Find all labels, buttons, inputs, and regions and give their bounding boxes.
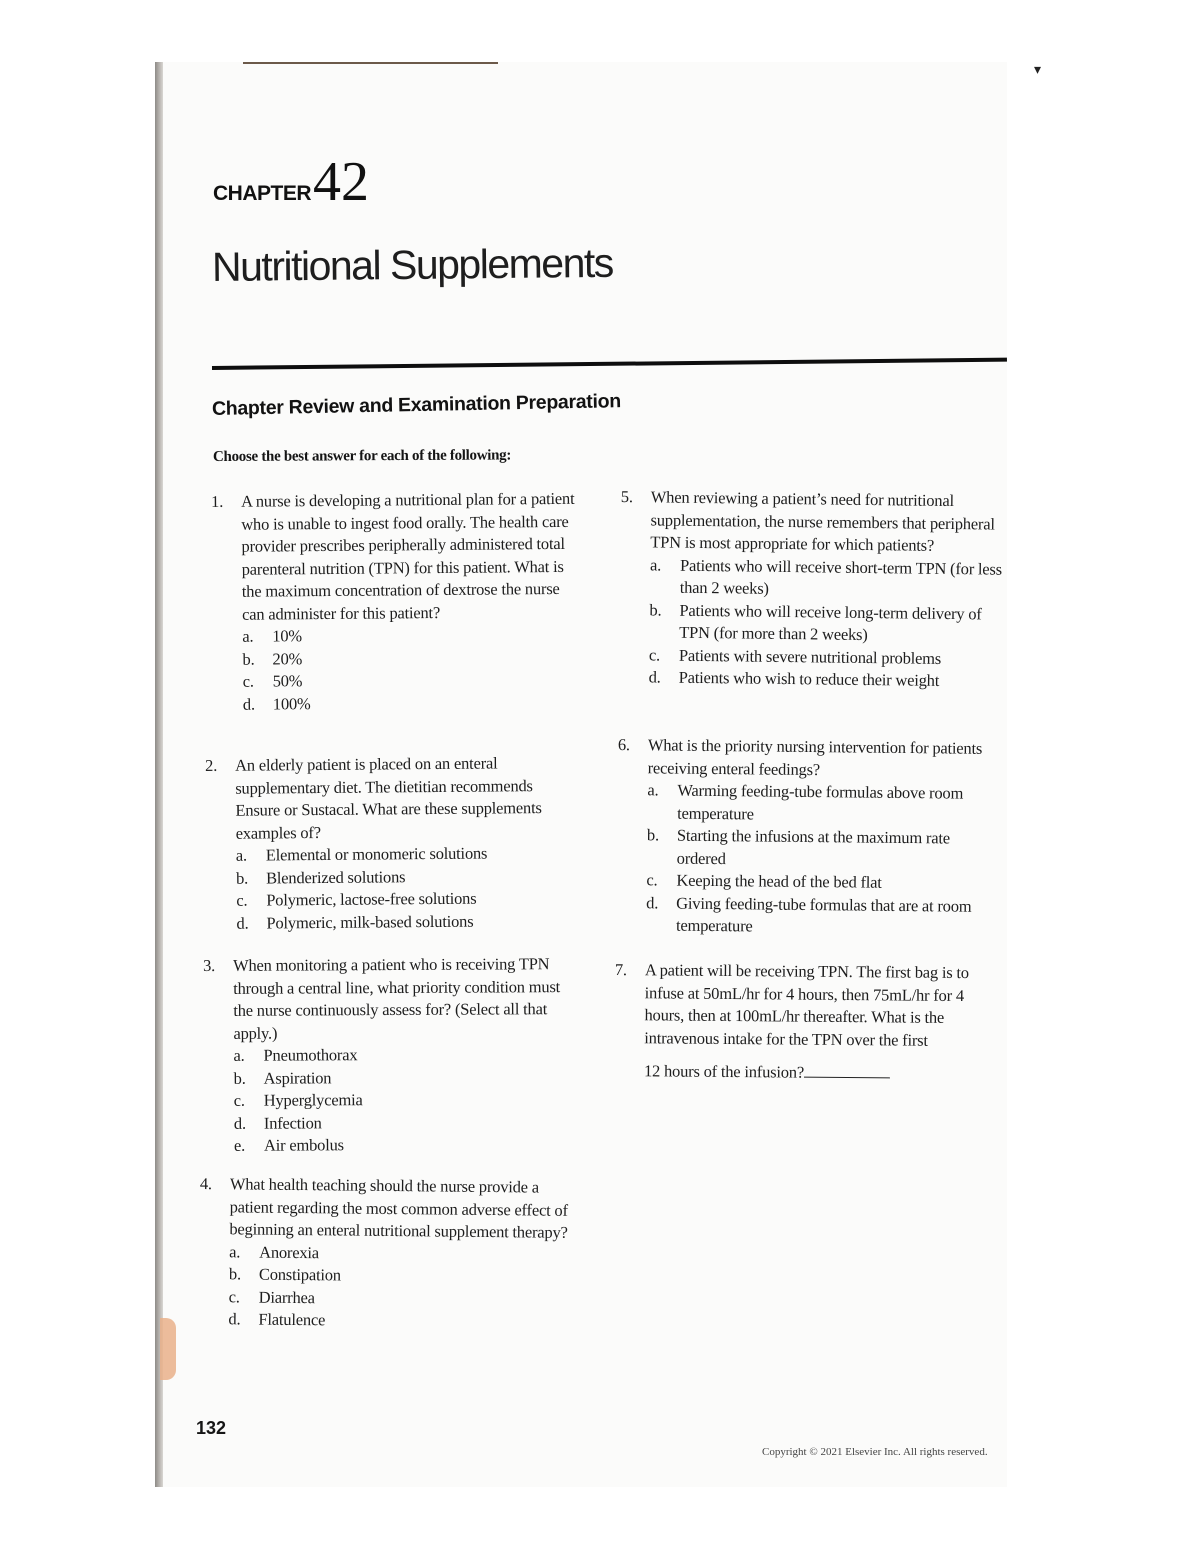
question-stem: A patient will be receiving TPN. The first bag is to infuse at 50mL/hr for 4 hours, then 75mL/hr for 4 hours, then at 100mL/hr thereafter. What is the intravenous intake for the TPN over the first <box>644 960 969 1050</box>
option-letter: c. <box>242 671 254 691</box>
chapter-title: Nutritional Supplements <box>211 239 614 290</box>
top-decorative-line <box>243 62 498 64</box>
option-text: Patients who will receive short-term TPN (for less than 2 weeks) <box>679 555 1003 598</box>
option-text: Elemental or monomeric solutions <box>265 843 488 865</box>
option-text: Patients with severe nutritional problems <box>678 645 942 668</box>
option-text: Constipation <box>258 1264 341 1285</box>
question-4 <box>198 1173 580 1334</box>
answer-option[interactable] <box>649 599 1005 648</box>
option-letter: a. <box>649 554 662 574</box>
option-letter: c. <box>646 870 658 890</box>
question-stem: When monitoring a patient who is receiving TPN through a central line, what priority condition must the nurse continuously assess for? (Select all that apply.) <box>233 954 561 1043</box>
option-text: Starting the infusions at the maximum rate ordered <box>676 825 950 868</box>
option-letter: c. <box>233 1090 245 1110</box>
section-instructions: Choose the best answer for each of the following: <box>212 447 512 465</box>
question-1 <box>211 488 583 716</box>
answer-option[interactable] <box>234 1066 579 1090</box>
option-letter: d. <box>646 892 659 912</box>
option-letter: b. <box>235 868 249 888</box>
question-stem: An elderly patient is placed on an enteral supplementary diet. The dietitian recommends Ensure or Sustacal. What are these supplements examples of? <box>235 753 542 843</box>
chapter-number: 42 <box>313 151 370 213</box>
answer-option[interactable] <box>236 887 576 912</box>
option-text: Patients who will receive long-term delivery of TPN (for more than 2 weeks) <box>679 600 982 645</box>
option-text: Hyperglycemia <box>263 1090 363 1110</box>
answer-option[interactable] <box>649 666 1004 693</box>
option-letter: a. <box>235 845 248 865</box>
option-text: 10% <box>272 626 303 646</box>
section-title: Chapter Review and Examination Preparation <box>211 390 622 420</box>
option-text: Patients who wish to reduce their weight <box>678 667 940 690</box>
option-text: 100% <box>272 693 311 713</box>
option-text: Flatulence <box>258 1309 326 1330</box>
answer-option[interactable] <box>233 1043 578 1067</box>
answer-option[interactable] <box>242 645 582 670</box>
chapter-heading <box>213 150 369 214</box>
option-letter: b. <box>242 649 255 669</box>
option-text: 50% <box>272 671 303 691</box>
chapter-label: CHAPTER <box>213 182 312 205</box>
option-letter: a. <box>242 626 254 646</box>
answer-option[interactable] <box>646 892 1001 941</box>
answer-option[interactable] <box>243 690 583 715</box>
answer-blank[interactable] <box>804 1061 890 1079</box>
question-3 <box>203 953 579 1157</box>
option-text: 20% <box>272 648 303 668</box>
option-letter: a. <box>647 780 659 800</box>
question-5 <box>619 486 1006 693</box>
option-text: Infection <box>263 1112 322 1133</box>
option-text: Keeping the head of the bed flat <box>676 870 882 892</box>
answer-option[interactable] <box>236 909 576 934</box>
option-letter: d. <box>242 694 255 714</box>
corner-mark-icon: ▾ <box>1034 63 1042 78</box>
answer-option[interactable] <box>236 864 576 889</box>
question-number: 3. <box>203 955 216 975</box>
page-number: 132 <box>196 1418 227 1438</box>
option-letter: b. <box>233 1068 246 1088</box>
option-letter: b. <box>228 1264 242 1284</box>
option-text: Pneumothorax <box>263 1045 358 1065</box>
option-letter: a. <box>233 1045 245 1065</box>
question-number: 2. <box>205 755 218 775</box>
answer-option[interactable] <box>228 1308 578 1334</box>
option-letter: d. <box>233 1113 246 1133</box>
answer-option[interactable] <box>234 1111 579 1135</box>
option-letter: b. <box>649 599 662 620</box>
option-text: Air embolus <box>263 1135 344 1155</box>
question-stem: When reviewing a patient’s need for nutritional supplementation, the nurse remembers that peripheral TPN is most appropriate for which patients? <box>650 487 995 555</box>
page-binding-edge <box>155 62 163 1487</box>
option-letter: e. <box>233 1135 246 1155</box>
option-letter: c. <box>648 644 661 664</box>
question-stem: A nurse is developing a nutritional plan for a patient who is unable to ingest food orally. The health care provider prescribes peripherally administered total parenteral nutrition (TPN) for this patient. What is the maximum concentration of dextrose the nurse can administer for this patient? <box>241 488 575 624</box>
option-text: Aspiration <box>263 1067 332 1088</box>
option-letter: a. <box>229 1241 241 1261</box>
question-6 <box>616 734 1003 941</box>
option-text: Blenderized solutions <box>265 866 406 887</box>
answer-option[interactable] <box>650 554 1006 603</box>
option-letter: d. <box>648 667 661 687</box>
answer-option[interactable] <box>234 1133 579 1157</box>
question-number: 6. <box>617 734 630 755</box>
answer-option[interactable] <box>647 779 1002 828</box>
copyright-notice: Copyright © 2021 Elsevier Inc. All rights reserved. <box>762 1446 988 1458</box>
option-letter: c. <box>236 890 248 910</box>
answer-option[interactable] <box>236 842 576 867</box>
answer-option[interactable] <box>243 668 583 693</box>
question-stem: What is the priority nursing intervention for patients receiving enteral feedings? <box>647 735 983 779</box>
option-text: Polymeric, lactose-free solutions <box>266 888 477 910</box>
option-letter: b. <box>646 825 660 845</box>
answer-option[interactable] <box>242 623 582 648</box>
option-text: Polymeric, milk-based solutions <box>266 911 474 932</box>
question-number: 5. <box>620 486 633 507</box>
question-stem: What health teaching should the nurse provide a patient regarding the most common adverse effect of beginning an enteral nutritional supplement therapy? <box>229 1174 568 1242</box>
question-number: 4. <box>199 1174 212 1194</box>
answer-option[interactable] <box>234 1088 579 1112</box>
option-text: Diarrhea <box>258 1287 315 1307</box>
option-letter: c. <box>228 1286 240 1306</box>
question-2 <box>205 752 577 935</box>
answer-option[interactable] <box>647 824 1002 873</box>
option-text: Giving feeding-tube formulas that are at room temperature <box>675 893 972 936</box>
option-letter: d. <box>228 1309 241 1329</box>
continuation-text: 12 hours of the infusion? <box>643 1061 805 1082</box>
question-7 <box>614 959 1000 1086</box>
option-text: Anorexia <box>259 1242 320 1262</box>
question-continuation <box>644 1059 999 1086</box>
question-number: 7. <box>614 959 627 980</box>
option-text: Warming feeding-tube formulas above room temperature <box>677 780 964 823</box>
question-number: 1. <box>211 491 224 511</box>
option-letter: d. <box>236 913 249 933</box>
page-side-tab <box>160 1318 176 1380</box>
